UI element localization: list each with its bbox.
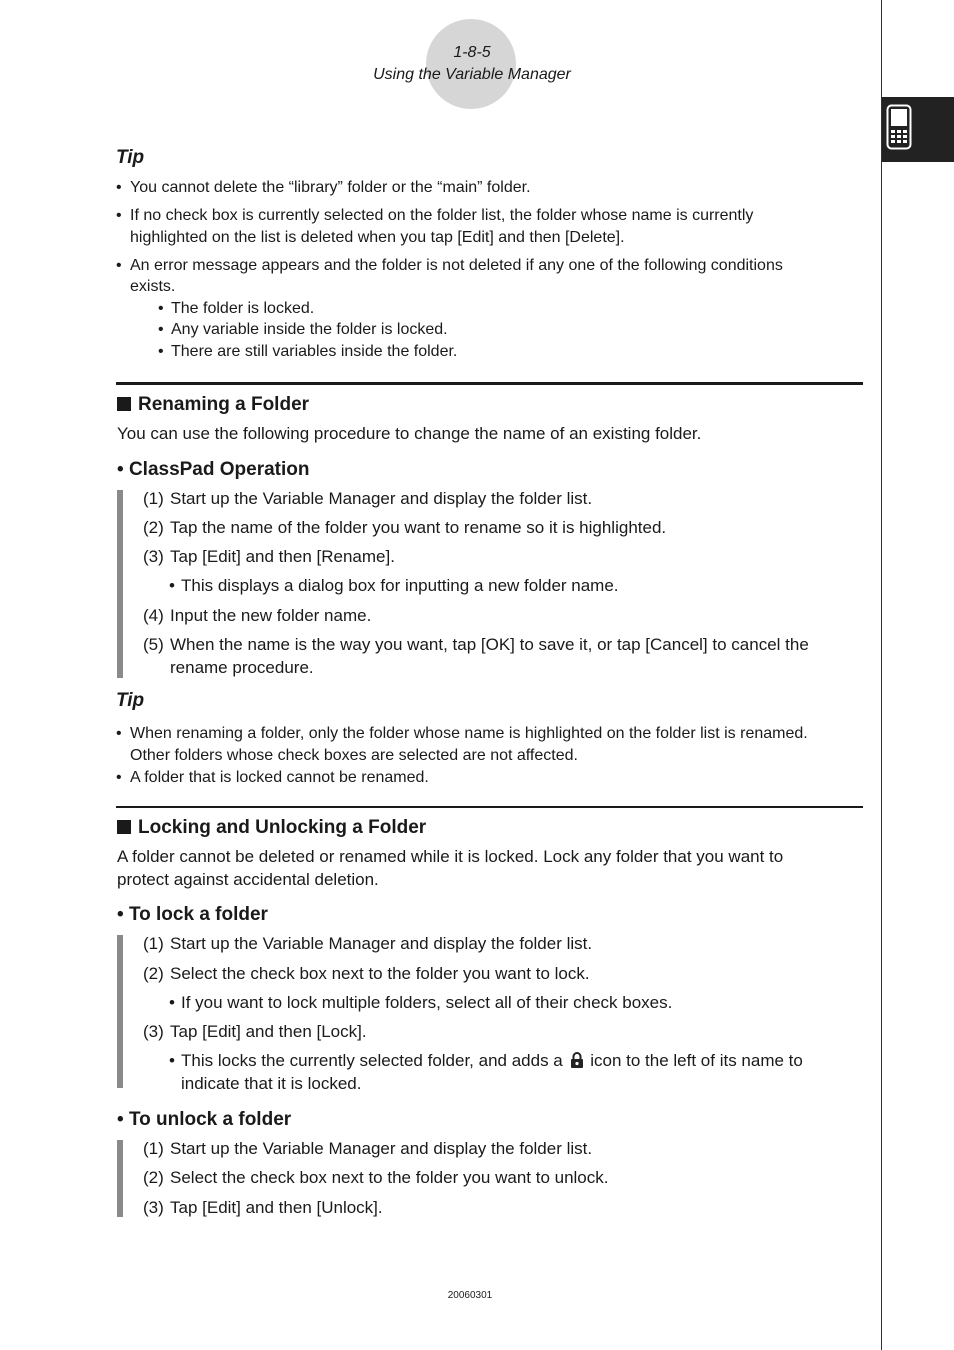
operation-heading: • ClassPad Operation <box>117 459 310 480</box>
calculator-icon <box>886 104 912 150</box>
procedure-bar <box>117 490 123 678</box>
lock-icon <box>570 1051 584 1069</box>
rename-intro: You can use the following procedure to change the name of an existing folder. <box>117 424 702 443</box>
section-rule <box>116 382 863 385</box>
footer-code: 20060301 <box>447 1290 493 1301</box>
procedure-bar <box>117 935 123 1088</box>
section-heading-rename: Renaming a Folder <box>117 394 309 416</box>
lock-intro: A folder cannot be deleted or renamed while it is locked. Lock any folder that you want to <box>117 847 784 866</box>
header-circle <box>426 19 516 109</box>
unlock-heading: • To unlock a folder <box>117 1109 292 1130</box>
chapter-tab <box>882 97 954 162</box>
section-title: Using the Variable Manager <box>373 66 571 83</box>
tip-heading: Tip <box>116 147 145 168</box>
section-rule <box>116 806 863 808</box>
lock-intro-cont: protect against accidental deletion. <box>117 870 379 889</box>
margin-line <box>881 0 882 1350</box>
procedure-bar <box>117 1140 123 1217</box>
lock-heading: • To lock a folder <box>117 904 268 925</box>
page-number: 1-8-5 <box>453 44 491 61</box>
section-heading-lock: Locking and Unlocking a Folder <box>117 817 426 839</box>
tip-heading: Tip <box>116 690 145 711</box>
